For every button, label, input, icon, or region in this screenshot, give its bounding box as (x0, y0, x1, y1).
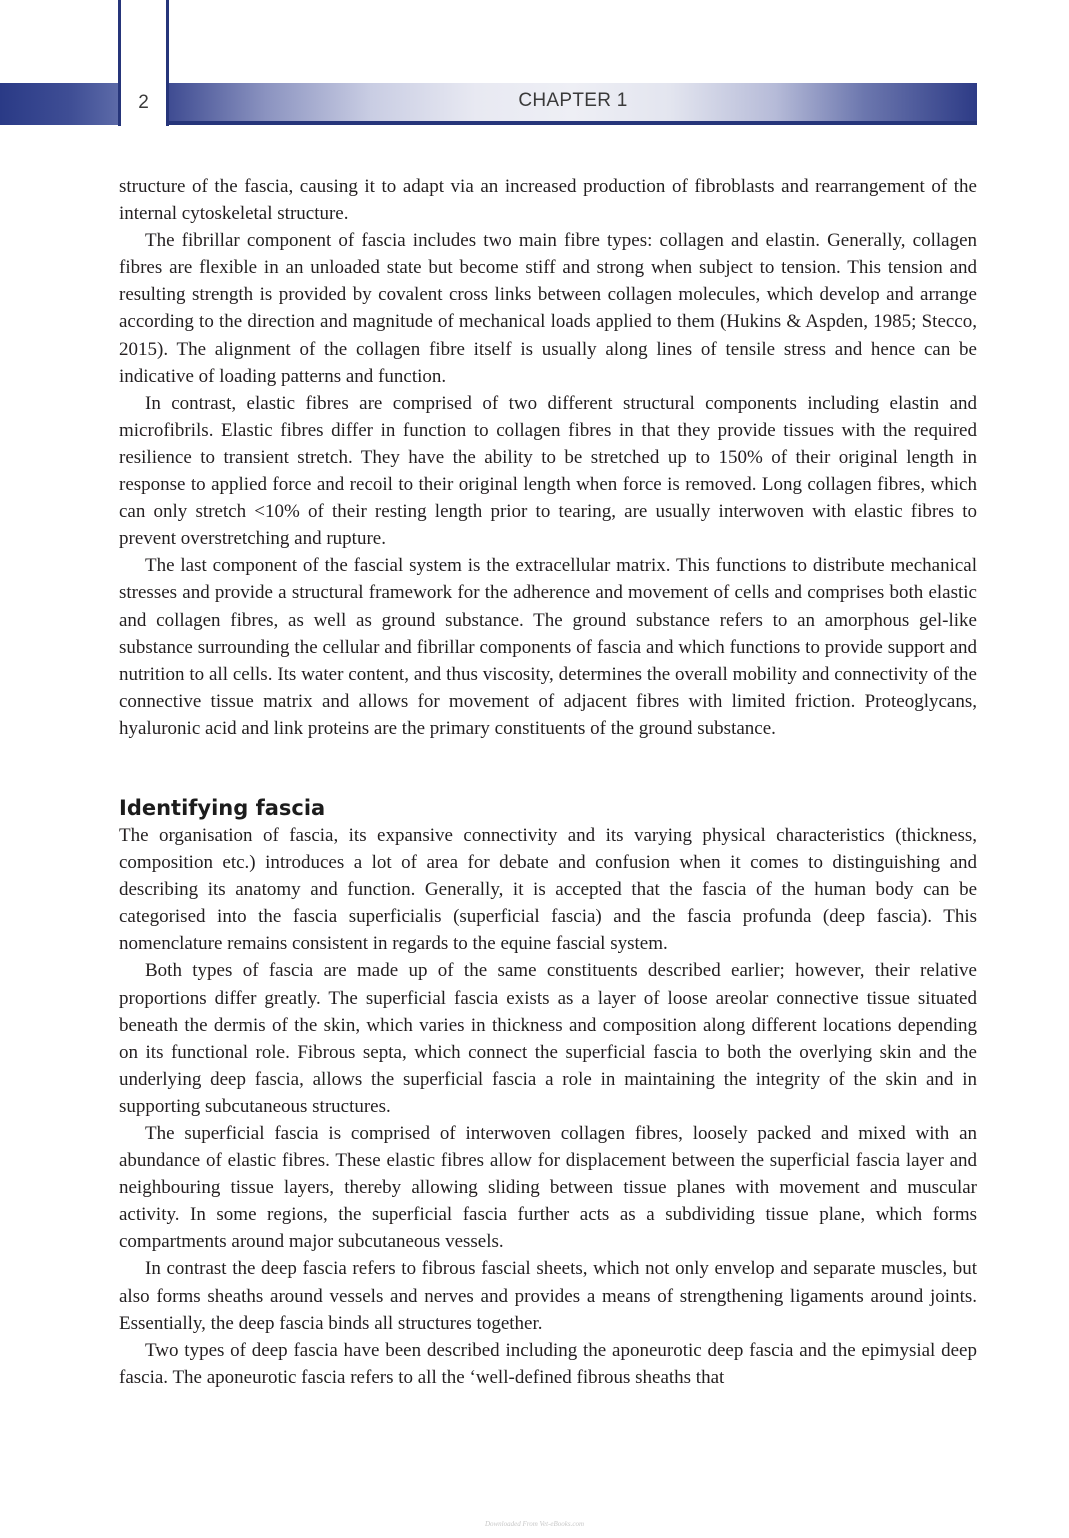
paragraph: The superficial fascia is comprised of interwoven collagen fibres, loosely packed and mixed with an abundance of elastic fibres. These elastic fibres allow for displacement between the superficial fascia layer and neighbouring tissue layers, thereby allowing sliding between tissue planes with movement and muscular activity. In some regions, the superficial fascia further acts as a subdividing tissue plane, which forms compartments around major subcutaneous vessels. (119, 1123, 977, 1253)
header-band-underline (169, 121, 977, 125)
chapter-title: CHAPTER 1 (518, 90, 628, 111)
page-number: 2 (121, 83, 166, 125)
section-heading: Identifying fascia (119, 795, 326, 820)
paragraph: The fibrillar component of fascia includes two main fibre types: collagen and elastin. Generally, collagen fibres are flexible in an unloaded state but become stiff and strong when subject to tension. This tension and resulting strength is provided by covalent cross links between collagen molecules, which develop and arrange according to the direction and magnitude of mechanical loads applied to them (Hukins & Aspden, 1985; Stecco, 2015). The alignment of the collagen fibre itself is usually along lines of tensile stress and hence can be indicative of loading patterns and function. (119, 230, 977, 387)
header-band-left (0, 83, 118, 125)
paragraph: The last component of the fascial system is the extracellular matrix. This functions to distribute mechanical stresses and provide a structural framework for the adherence and movement of cells and comprises both elastic and collagen fibres, as well as ground substance. The ground substance refers to an amorphous gel-like substance surrounding the cellular and fibrillar components of fascia and which functions to provide support and nutrition to all cells. Its water content, and thus viscosity, determines the overall mobility and connectivity of the connective tissue matrix and allows for movement of adjacent fibres with limited friction. Proteoglycans, hyaluronic acid and link proteins are the primary constituents of the ground substance. (119, 555, 977, 739)
paragraph: The organisation of fascia, its expansive connectivity and its varying physical characteristics (thickness, composition etc.) introduces a lot of area for debate and confusion when it comes to distinguishing and describing its anatomy and function. Generally, it is accepted that the fascia of the human body can be categorised into the fascia superficialis (superficial fascia) and the fascia profunda (deep fascia). This nomenclature remains consistent in regards to the equine fascial system. (119, 824, 977, 955)
download-watermark: Downloaded From Vet-eBooks.com (484, 1520, 585, 1528)
paragraph: Both types of fascia are made up of the same constituents described earlier; however, their relative proportions differ greatly. The superficial fascia exists as a layer of loose areolar connective tissue situated beneath the dermis of the skin, which varies in thickness and composition along different locations depending on its functional role. Fibrous septa, which connect the superficial fascia to both the overlying skin and the underlying deep fascia, allows the superficial fascia a role in maintaining the integrity of the skin and in supporting subcutaneous structures. (119, 960, 977, 1117)
paragraph: structure of the fascia, causing it to adapt via an increased production of fibroblasts and rearrangement of the internal cytoskeletal structure. (119, 176, 977, 225)
paragraph: Two types of deep fascia have been described including the aponeurotic deep fascia and the epimysial deep fascia. The aponeurotic fascia refers to all the ‘well-defined fibrous sheaths that (119, 1339, 977, 1388)
page-body (119, 173, 977, 1391)
paragraph: In contrast the deep fascia refers to fibrous fascial sheets, which not only envelop and separate muscles, but also forms sheaths around vessels and nerves and provides a means of strengthening ligaments around joints. Essentially, the deep fascia binds all structures together. (119, 1258, 977, 1334)
paragraph: In contrast, elastic fibres are comprised of two different structural components including elastin and microfibrils. Elastic fibres differ in function to collagen fibres in that they provide tissues with the required resilience to transient stretch. They have the ability to be stretched up to 150% of their original length in response to applied force and recoil to their original length when force is removed. Long collagen fibres, which can only stretch <10% of their resting length prior to tearing, are usually interwoven with elastic fibres to prevent overstretching and rupture. (119, 392, 977, 550)
